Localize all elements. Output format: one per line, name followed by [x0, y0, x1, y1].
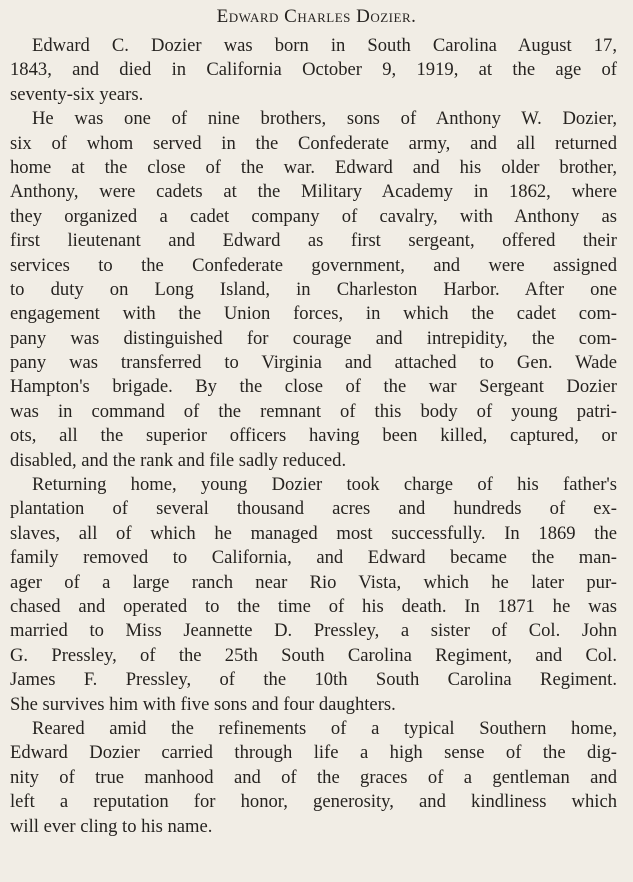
text-line: She survives him with five sons and four daughters.: [10, 693, 396, 715]
text-line: will ever cling to his name.: [10, 815, 213, 837]
text-line: plantation of several thousand acres and hundreds of ex-: [10, 498, 617, 520]
text-line: family removed to California, and Edward became the man-: [10, 547, 617, 569]
text-line: married to Miss Jeannette D. Pressley, a sister of Col. John: [10, 620, 617, 642]
paragraph-3: [10, 473, 617, 717]
text-line: home at the close of the war. Edward and his older brother,: [10, 156, 617, 178]
text-line: Returning home, young Dozier took charge of his father's: [32, 474, 617, 496]
text-line: pany was distinguished for courage and intrepidity, the com-: [10, 327, 617, 349]
text-line: Anthony, were cadets at the Military Academy in 1862, where: [10, 181, 617, 203]
text-line: services to the Confederate government, and were assigned: [10, 254, 617, 276]
text-line: they organized a cadet company of cavalry, with Anthony as: [10, 205, 617, 227]
text-line: Edward C. Dozier was born in South Carolina August 17,: [32, 35, 617, 56]
paragraph-2: [10, 107, 617, 473]
text-line: Reared amid the refinements of a typical Southern home,: [32, 717, 617, 739]
text-line: to duty on Long Island, in Charleston Harbor. After one: [10, 278, 617, 300]
text-line: Hampton's brigade. By the close of the war Sergeant Dozier: [10, 376, 617, 398]
text-line: six of whom served in the Confederate army, and all returned: [10, 132, 617, 154]
text-line: pany was transferred to Virginia and attached to Gen. Wade: [10, 352, 617, 374]
text-line: disabled, and the rank and file sadly reduced.: [10, 449, 347, 471]
paragraph-1: [10, 34, 617, 107]
page-title: Edward Charles Dozier.: [216, 6, 417, 27]
text-line: G. Pressley, of the 25th South Carolina Regiment, and Col.: [10, 644, 617, 666]
text-line: was in command of the remnant of this body of young patri-: [10, 400, 617, 422]
text-line: slaves, all of which he managed most successfully. In 1869 the: [10, 522, 617, 544]
text-line: engagement with the Union forces, in which the cadet com-: [10, 303, 617, 325]
text-line: seventy-six years.: [10, 83, 144, 105]
text-line: nity of true manhood and of the graces of a gentleman and: [10, 766, 617, 788]
text-line: first lieutenant and Edward as first sergeant, offered their: [10, 230, 617, 252]
text-line: James F. Pressley, of the 10th South Carolina Regiment.: [10, 669, 617, 691]
text-line: chased and operated to the time of his death. In 1871 he was: [10, 595, 617, 617]
text-line: 1843, and died in California October 9, 1919, at the age of: [10, 59, 617, 81]
paragraph-4: [10, 717, 617, 839]
text-line: ager of a large ranch near Rio Vista, which he later pur-: [10, 571, 617, 593]
text-line: left a reputation for honor, generosity, and kindliness which: [10, 791, 617, 813]
text-line: He was one of nine brothers, sons of Anthony W. Dozier,: [32, 108, 617, 130]
text-line: ots, all the superior officers having been killed, captured, or: [10, 425, 617, 447]
text-line: Edward Dozier carried through life a high sense of the dig-: [10, 742, 617, 764]
article-body: [10, 34, 617, 839]
